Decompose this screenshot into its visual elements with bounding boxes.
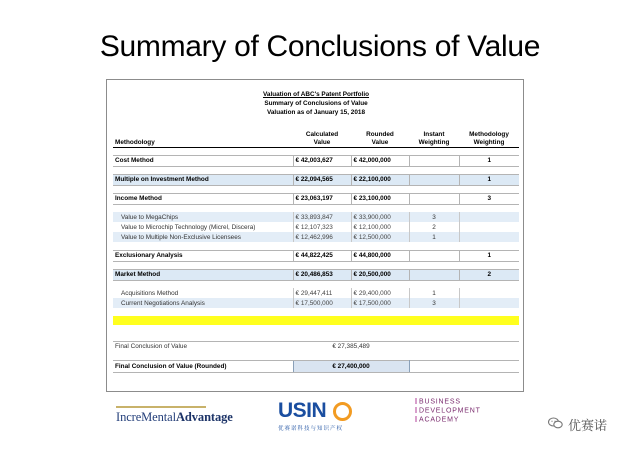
sheet-valuation-date: Valuation as of January 15, 2018 xyxy=(266,109,366,116)
bda-bar-icon xyxy=(415,407,417,413)
row-label: Value to MegaChips xyxy=(113,212,293,222)
row-label: Income Method xyxy=(113,193,293,204)
usino-o-ring-icon xyxy=(333,402,352,421)
calculated-value: € 20,486,853 xyxy=(293,269,351,280)
instant-weight: 3 xyxy=(409,298,459,308)
sheet-subtitle: Summary of Conclusions of Value xyxy=(264,100,368,107)
row-label: Market Method xyxy=(113,269,293,280)
table-row xyxy=(113,222,519,232)
usino-subtitle: 优赛诺科技与知识产权 xyxy=(278,426,344,432)
rounded-value: € 12,500,000 xyxy=(351,232,409,242)
spreadsheet-content xyxy=(113,90,519,373)
final-conclusion-row xyxy=(113,341,519,352)
rounded-value: € 20,500,000 xyxy=(351,269,409,280)
rounded-value: € 12,100,000 xyxy=(351,222,409,232)
row-label: Multiple on Investment Method xyxy=(113,174,293,185)
row-label: Current Negotiations Analysis xyxy=(113,298,293,308)
calculated-value: € 29,447,411 xyxy=(293,288,351,298)
row-label: Final Conclusion of Value xyxy=(113,341,293,352)
valuation-spreadsheet xyxy=(106,79,524,392)
rounded-value: € 29,400,000 xyxy=(351,288,409,298)
slide-title: Summary of Conclusions of Value xyxy=(99,30,541,63)
calculated-value: € 17,500,000 xyxy=(293,298,351,308)
table-row xyxy=(113,212,519,222)
table-row xyxy=(113,174,519,185)
table-row xyxy=(113,250,519,261)
rounded-value: € 42,000,000 xyxy=(351,155,409,166)
calculated-value: € 33,893,847 xyxy=(293,212,351,222)
business-development-academy-logo: BUSINESS DEVELOPMENT ACADEMY xyxy=(415,398,481,425)
usino-logo xyxy=(278,399,358,435)
row-label: Value to Microchip Technology (Micrel, Discera) xyxy=(121,223,256,231)
table-row xyxy=(113,155,519,166)
wechat-icon xyxy=(548,417,563,429)
row-label: Cost Method xyxy=(113,155,293,166)
row-label: Exclusionary Analysis xyxy=(113,250,293,261)
rounded-value: € 33,900,000 xyxy=(351,212,409,222)
instant-weight: 2 xyxy=(409,222,459,232)
calculated-value: € 12,462,996 xyxy=(293,232,351,242)
col-header-calculated: Calculated Value xyxy=(293,125,351,147)
final-value: € 27,385,489 xyxy=(293,341,409,352)
incremental-advantage-logo: IncreMentalAdvantage xyxy=(116,410,233,424)
wechat-account-name: 优赛诺 xyxy=(568,419,608,434)
col-header-rounded: Rounded Value xyxy=(351,125,409,147)
rounded-value: € 22,100,000 xyxy=(351,174,409,185)
rounded-value: € 44,800,000 xyxy=(351,250,409,261)
final-rounded-row xyxy=(113,360,519,372)
conclusions-table xyxy=(113,125,519,373)
calculated-value: € 42,003,627 xyxy=(293,155,351,166)
method-weight: 1 xyxy=(459,155,519,166)
bda-bar-icon xyxy=(415,416,417,422)
calculated-value: € 44,822,425 xyxy=(293,250,351,261)
instant-weight: 1 xyxy=(409,232,459,242)
method-weight: 3 xyxy=(459,193,519,204)
method-weight: 2 xyxy=(459,269,519,280)
footer-logos xyxy=(0,395,640,453)
calculated-value: € 12,107,323 xyxy=(293,222,351,232)
sheet-title: Valuation of ABC's Patent Portfolio xyxy=(262,91,370,98)
final-rounded-value: € 27,400,000 xyxy=(293,360,409,372)
table-row xyxy=(113,193,519,204)
method-weight: 1 xyxy=(459,250,519,261)
calculated-value: € 23,063,197 xyxy=(293,193,351,204)
calculated-value: € 22,094,565 xyxy=(293,174,351,185)
highlight-bar xyxy=(113,316,519,325)
method-weight: 1 xyxy=(459,174,519,185)
usino-wordmark: USIN xyxy=(278,399,327,422)
rounded-value: € 17,500,000 xyxy=(351,298,409,308)
table-row xyxy=(113,298,519,308)
col-header-method-weighting: Methodology Weighting xyxy=(459,125,519,147)
column-header-row xyxy=(113,125,519,147)
bda-bar-icon xyxy=(415,398,417,404)
instant-weight: 1 xyxy=(409,288,459,298)
row-label: Final Conclusion of Value (Rounded) xyxy=(113,360,293,372)
col-header-methodology: Methodology xyxy=(113,125,293,147)
col-header-instant: Instant Weighting xyxy=(409,125,459,147)
table-row xyxy=(113,269,519,280)
row-label: Acquisitions Method xyxy=(121,289,179,297)
ima-logo-accent xyxy=(116,406,206,408)
table-row xyxy=(113,288,519,298)
instant-weight: 3 xyxy=(409,212,459,222)
row-label: Value to Multiple Non-Exclusive Licensees xyxy=(113,232,293,242)
rounded-value: € 23,100,000 xyxy=(351,193,409,204)
table-row xyxy=(113,232,519,242)
